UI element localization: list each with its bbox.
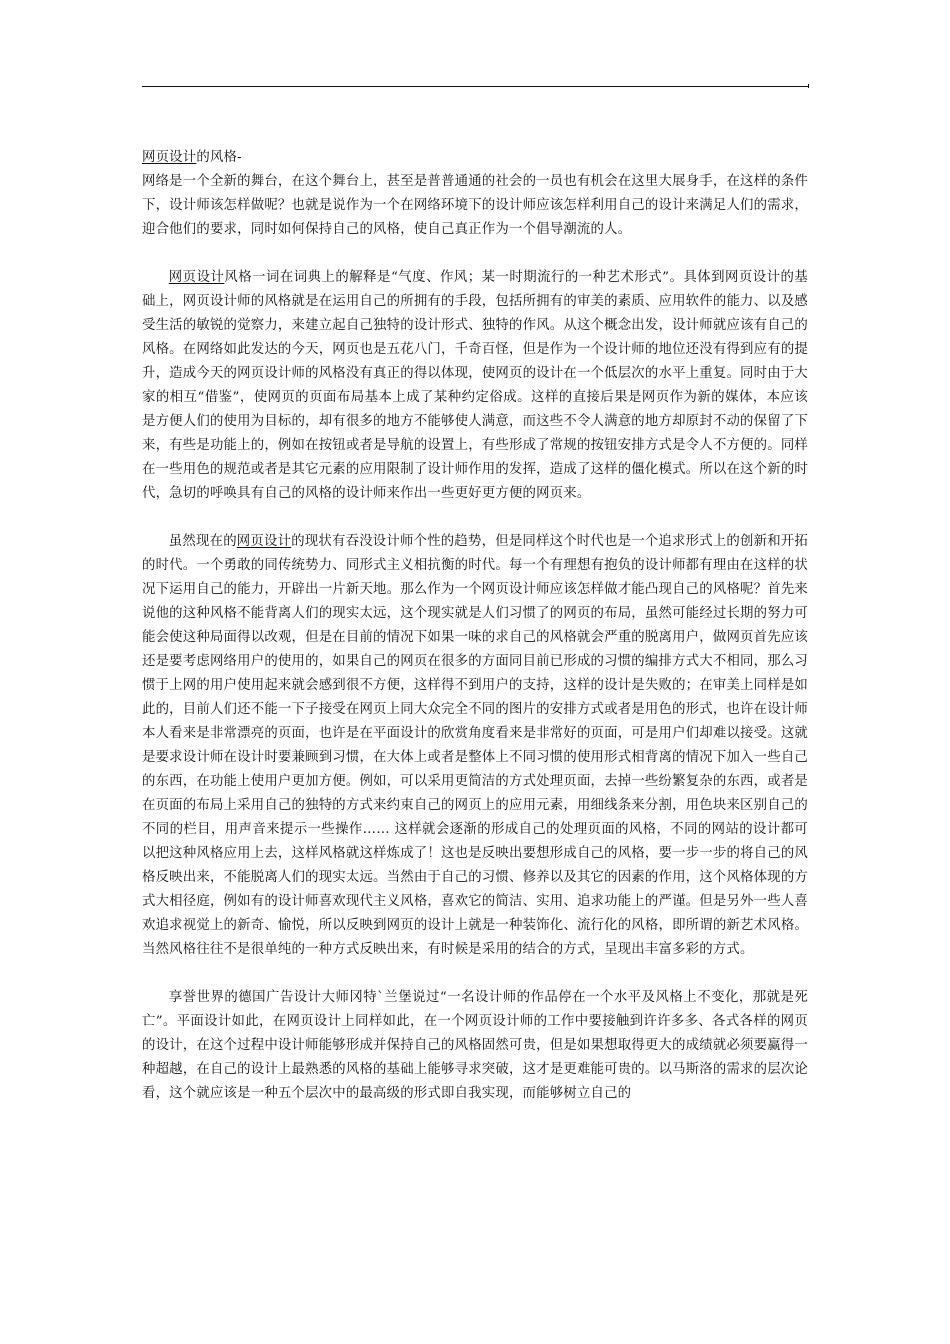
paragraph-1 (142, 266, 808, 506)
paragraph-2-link[interactable]: 网页设计 (236, 534, 292, 549)
document-title (142, 146, 808, 170)
paragraph-2-text: 的现状有吞没设计师个性的趋势，但是同样这个时代也是一个追求形式上的创新和开拓的时代。一个勇敢的同传统势力、同形式主义相抗衡的时代。每一个有理想有抱负的设计师都有理由在这样的状况下运用自己的能力，开辟出一片新天地。那么作为一个网页设计师应该怎样做才能凸现自己的风格呢？首先来说他的这种风格不能背离人们的现实太远，这个现实就是人们习惯了的网页的布局，虽然可能经过长期的努力可能会使这种局面得以改观，但是在目前的情况下如果一味的求自己的风格就会严重的脱离用户，做网页首先应该还是要考虑网络用户的使用的，如果自己的网页在很多的方面同目前已形成的习惯的编排方式大不相同，那么习惯于上网的用户使用起来就会感到很不方便，这样得不到用户的支持，这样的设计是失败的；在审美上同样是如此的，目前人们还不能一下子接受在网页上同大众完全不同的图片的安排方式或者是用色的形式，也许在设计师本人看来是非常漂亮的页面，也许是在平面设计的欣赏角度看来是非常好的页面，可是用户们却难以接受。这就是要求设计师在设计时要兼顾到习惯，在大体上或者是整体上不同习惯的使用形式相背离的情况下加入一些自己的东西，在功能上使用户更加方便。例如，可以采用更简洁的方式处理页面，去掉一些纷繁复杂的东西，或者是在页面的布局上采用自己的独特的方式来约束自己的网页上的应用元素，用细线条来分割，用色块来区别自己的不同的栏目，用声音来提示一些操作…… 这样就会逐渐的形成自己的处理页面的风格，不同的网站的设计都可以把这种风格应用上去，这样风格就这样炼成了！这也是反映出要想形成自己的风格，要一步一步的将自己的风格反映出来，不能脱离人们的现实太远。当然由于自己的习惯、修养以及其它的因素的作用，这个风格体现的方式大相径庭，例如有的设计师喜欢现代主义风格，喜欢它的简洁、实用、追求功能上的严谨。但是另外一些人喜欢追求视觉上的新奇、愉悦，所以反映到网页的设计上就是一种装饰化、流行化的风格，即所谓的新艺术风格。当然风格往往不是很单纯的一种方式反映出来，有时候是采用的结合的方式，呈现出丰富多彩的方式。 (142, 534, 808, 957)
paragraph-2-lead: 虽然现在的 (168, 534, 237, 549)
document-body (142, 146, 808, 1106)
paragraph-1-link[interactable]: 网页设计 (168, 270, 225, 285)
header-rule (142, 86, 808, 87)
intro-paragraph: 网络是一个全新的舞台，在这个舞台上，甚至是普普通通的社会的一员也有机会在这里大展身手，在这样的条件下，设计师该怎样做呢？也就是说作为一个在网络环境下的设计师应该怎样利用自己的设计来满足人们的需求，迎合他们的要求，同时如何保持自己的风格，使自己真正作为一个倡导潮流的人。 (142, 174, 808, 237)
paragraph-2 (142, 530, 808, 962)
paragraph-3: 享誉世界的德国广告设计大师冈特`兰堡说过“一名设计师的作品停在一个水平及风格上不变化，那就是死亡”。平面设计如此，在网页设计上同样如此，在一个网页设计师的工作中要接触到许许多多、各式各样的网页的设计，在这个过程中设计师能够形成并保持自己的风格固然可贵，但是如果想取得更大的成绩就必须要赢得一种超越，在自己的设计上最熟悉的风格的基础上能够寻求突破，这才是更难能可贵的。以马斯洛的需求的层次论看，这个就应该是一种五个层次中的最高级的形式即自我实现，而能够树立自己的 (142, 990, 808, 1101)
header-rule-end-mark (808, 84, 809, 88)
paragraph-1-text: 风格一词在词典上的解释是“气度、作风；某一时期流行的一种艺术形式”。具体到网页设计的基础上，网页设计师的风格就是在运用自己的所拥有的手段，包括所拥有的审美的素质、应用软件的能力、以及感受生活的敏锐的觉察力，来建立起自己独特的设计形式、独特的作风。从这个概念出发，设计师就应该有自己的风格。在网络如此发达的今天，网页也是五花八门，千奇百怪，但是作为一个设计师的地位还没有得到应有的提升，造成今天的网页设计师的风格没有真正的得以体现，使网页的设计在一个低层次的水平上重复。同时由于大家的相互“借鉴”，使网页的页面布局基本上成了某种约定俗成。这样的直接后果是网页作为新的媒体，本应该是方便人们的使用为目标的，却有很多的地方不能够使人满意，而这些不令人满意的地方却原封不动的保留了下来，有些是功能上的，例如在按钮或者是导航的设置上，有些形成了常规的按钮安排方式是令人不方便的。同样在一些用色的规范或者是其它元素的应用限制了设计师作用的发挥，造成了这样的僵化模式。所以在这个新的时代，急切的呼唤具有自己的风格的设计师来作出一些更好更方便的网页来。 (142, 270, 808, 501)
title-suffix: 的风格- (196, 150, 242, 165)
title-link[interactable]: 网页设计 (142, 150, 197, 165)
